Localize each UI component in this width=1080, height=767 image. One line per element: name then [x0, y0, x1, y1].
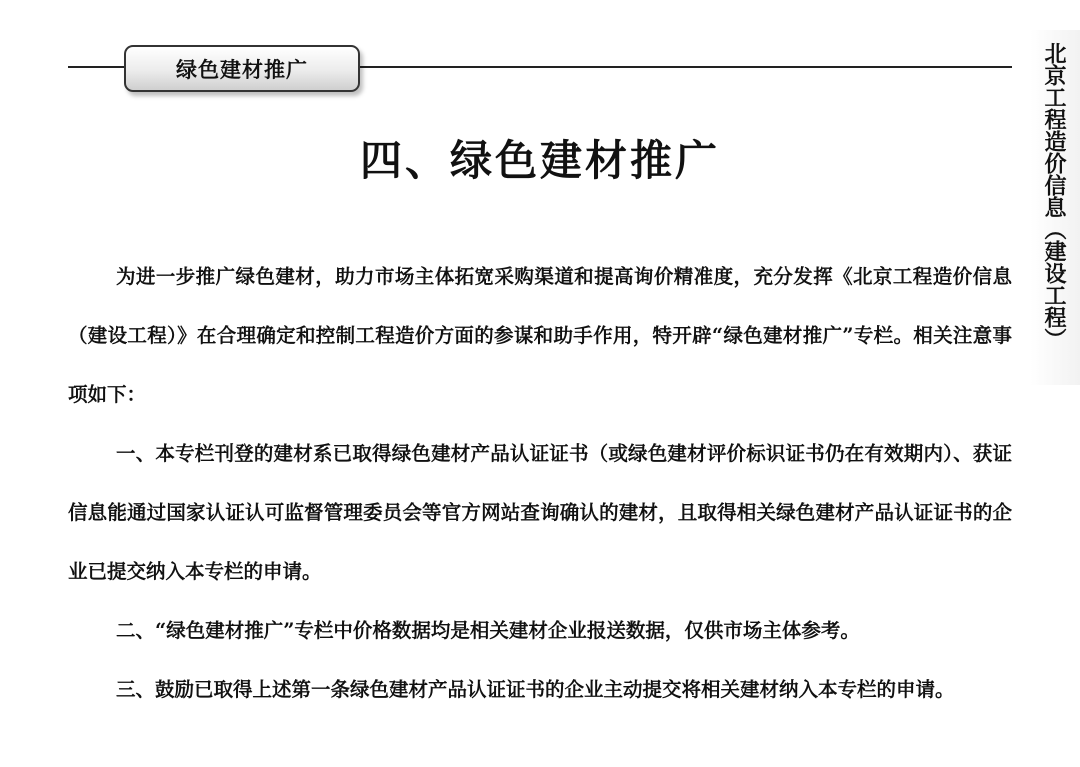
rule-two-paragraph: 二、“绿色建材推广”专栏中价格数据均是相关建材企业报送数据，仅供市场主体参考。 [116, 619, 860, 642]
body-text [68, 247, 1012, 719]
section-tab-label: 绿色建材推广 [176, 56, 308, 82]
section-tab [124, 45, 360, 92]
rule-one-paragraph: 一、本专栏刊登的建材系已取得绿色建材产品认证证书（或绿色建材评价标识证书仍在有效期内）、获证信息能通过国家认证认可监督管理委员会等官方网站查询确认的建材，且取得相关绿色建材产品认证证书的企业已提交纳入本专栏的申请。 [68, 442, 1012, 583]
rule-three-paragraph: 三、鼓励已取得上述第一条绿色建材产品认证证书的企业主动提交将相关建材纳入本专栏的申请。 [116, 678, 955, 701]
intro-paragraph: 为进一步推广绿色建材，助力市场主体拓宽采购渠道和提高询价精准度，充分发挥《北京工程造价信息（建设工程）》在合理确定和控制工程造价方面的参谋和助手作用，特开辟“绿色建材推广”专栏。相关注意事项如下： [68, 265, 1012, 406]
publication-side-label: 北京工程造价信息（建设工程） [1041, 42, 1067, 350]
page-title: 四、绿色建材推广 [359, 136, 720, 185]
